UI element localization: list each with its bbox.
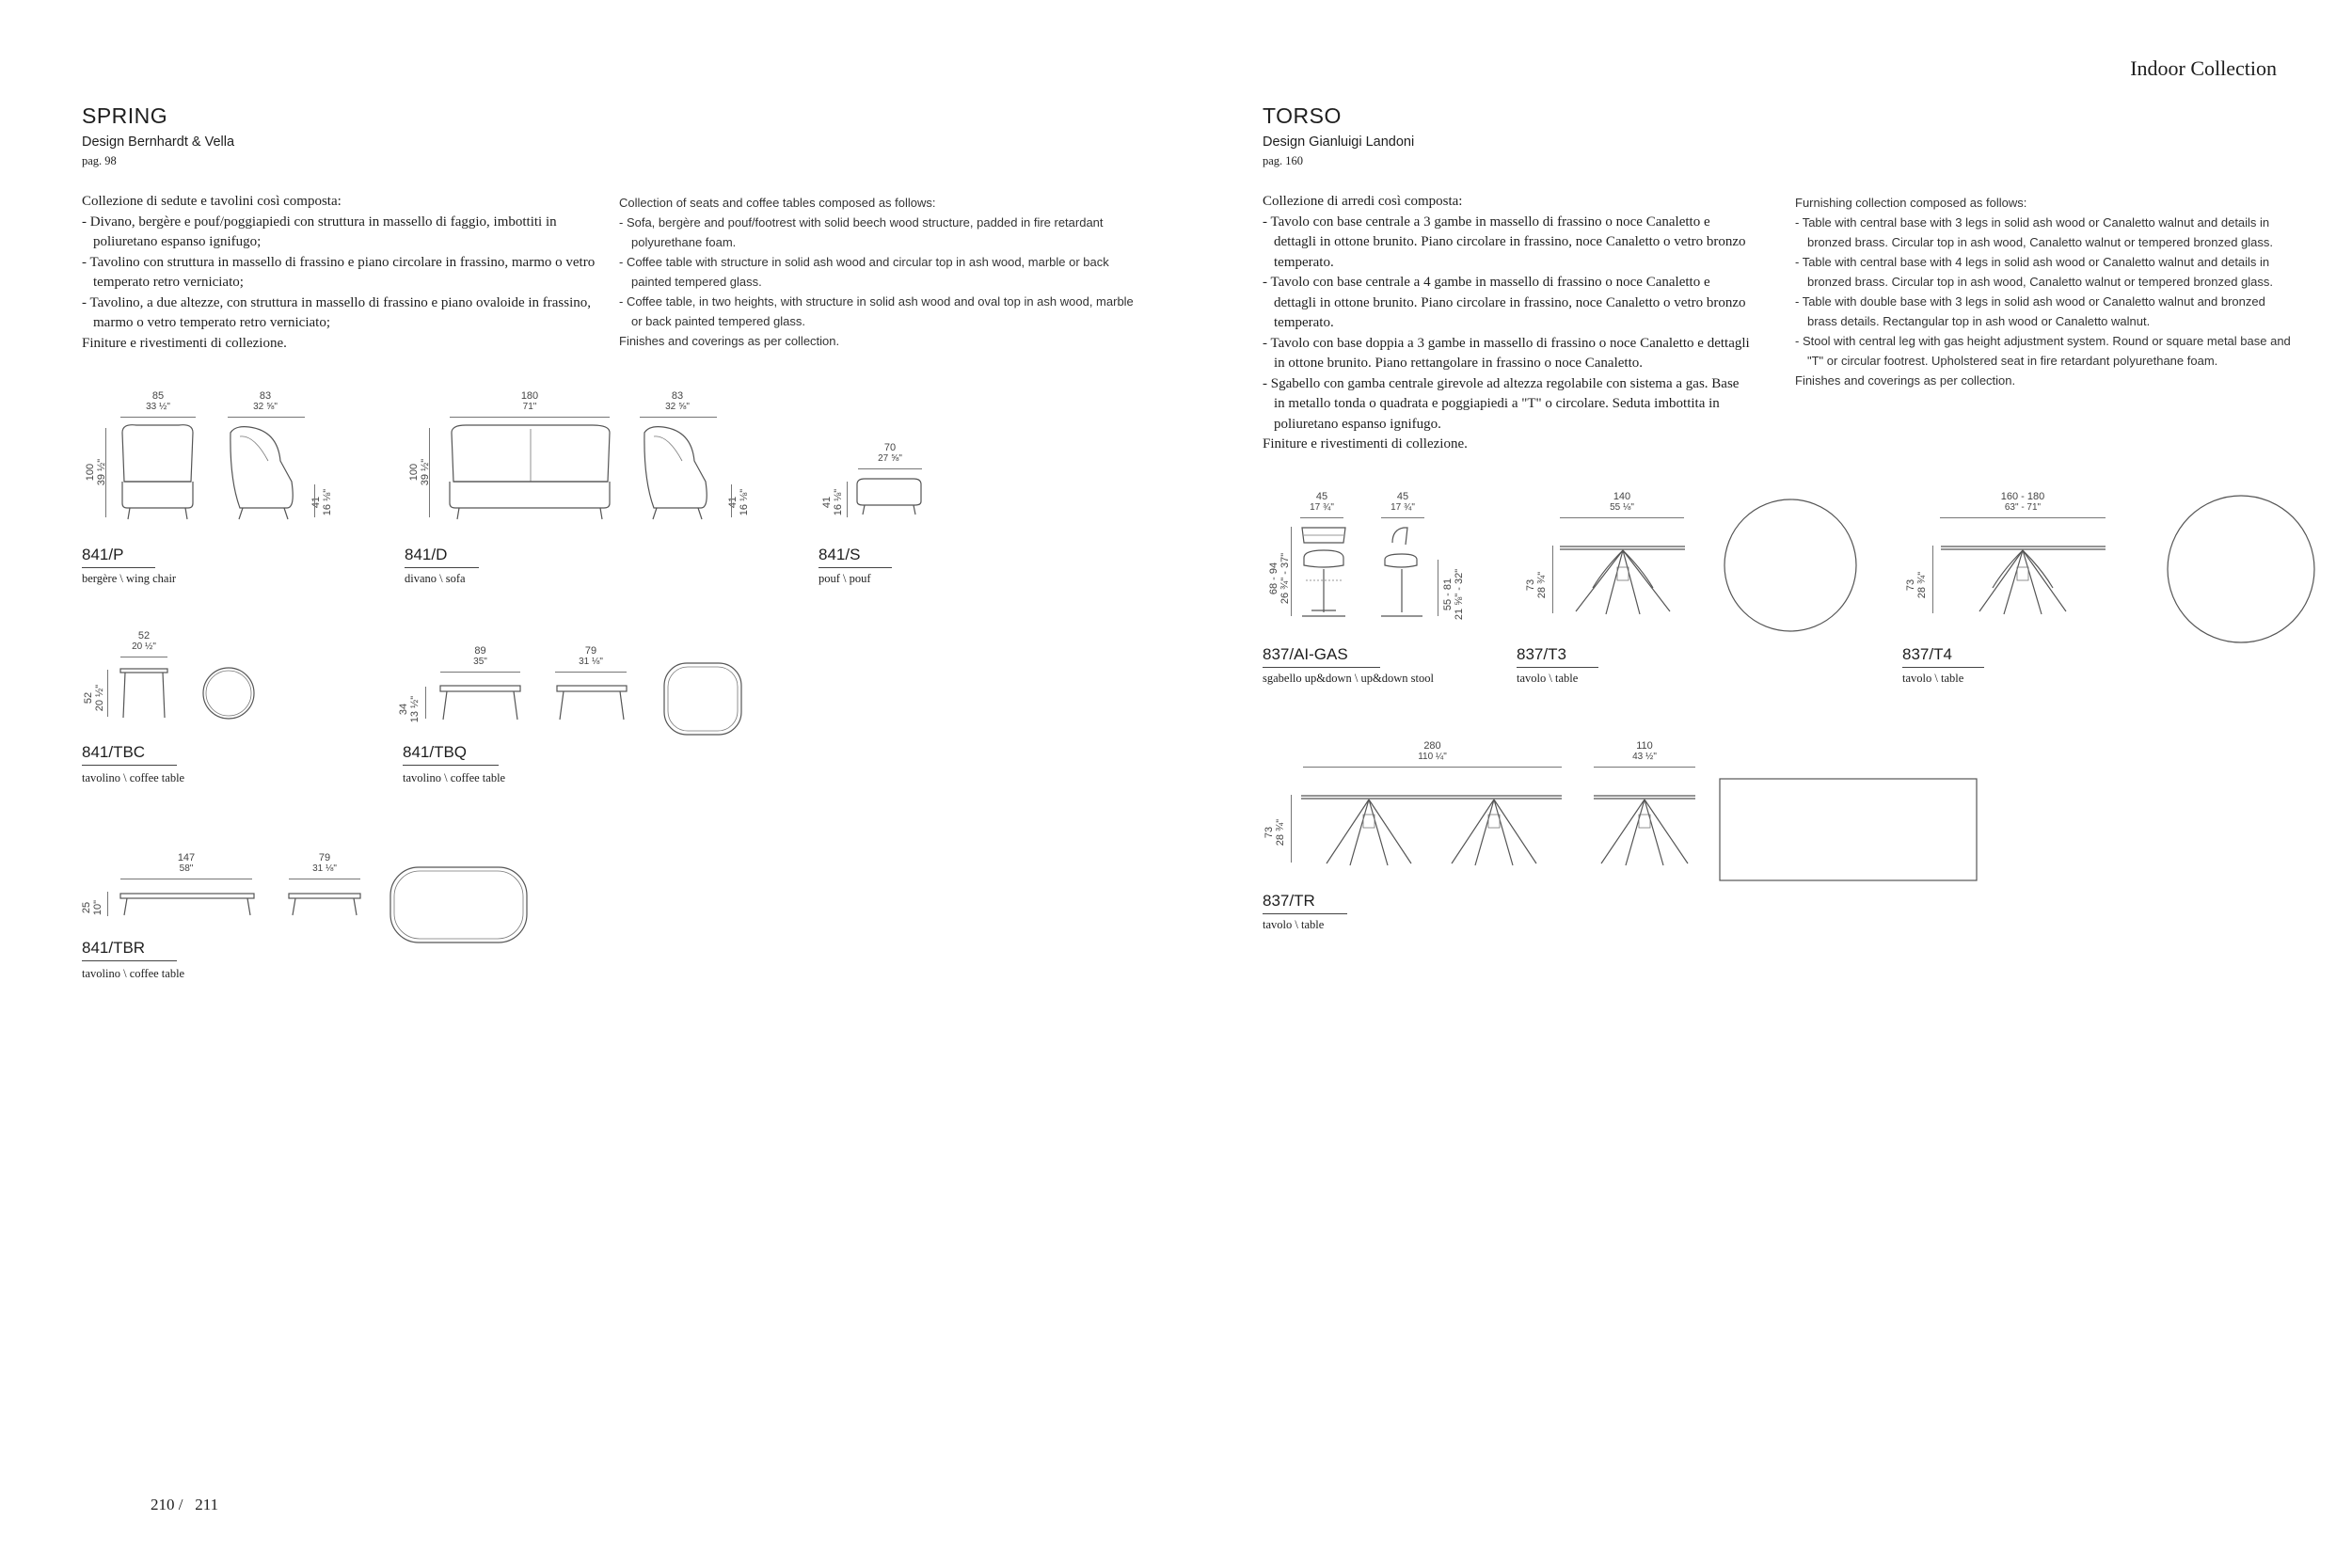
product-code-837gas: 837/AI-GAS xyxy=(1263,645,1380,668)
spring-it-item: - Tavolino con struttura in massello di frassino e piano circolare in frassino, marmo o vetro temperato retro verniciato; xyxy=(82,254,596,290)
torso-it-item: - Sgabello con gamba centrale girevole ad altezza regolabile con sistema a gas. Base in metallo tonda o quadrata e poggiapiedi a "T" o circolare. Seduta imbottita in poliuretano espanso ignifugo. xyxy=(1263,375,1740,432)
dim-841d-depth: 83 32 ⅝" xyxy=(665,390,690,412)
dim-841p-seat-height: 41 16 ⅛" xyxy=(310,488,333,516)
product-code-841p: 841/P xyxy=(82,546,155,568)
product-desc-841p: bergère \ wing chair xyxy=(82,572,177,585)
product-desc-837t4: tavolo \ table xyxy=(1902,672,1964,685)
spring-designer: Design Bernhardt & Vella xyxy=(82,135,235,150)
product-code-837tr: 837/TR xyxy=(1263,892,1347,914)
torso-designer: Design Gianluigi Landoni xyxy=(1263,135,1415,150)
product-desc-841s: pouf \ pouf xyxy=(818,572,871,585)
product-desc-841tbr: tavolino \ coffee table xyxy=(82,967,185,980)
dim-841d-width: 180 71" xyxy=(520,390,539,412)
spring-title: SPRING xyxy=(82,103,168,128)
product-code-841d: 841/D xyxy=(405,546,479,568)
spring-en-item: - Coffee table with structure in solid ash wood and circular top in ash wood, marble or back painted tempered glass. xyxy=(619,255,1109,289)
torso-en-item: - Table with double base with 3 legs in solid ash wood or Canaletto walnut and bronzed brass details. Rectangular top in ash wood or Canaletto walnut. xyxy=(1795,294,2265,328)
dim-841d-seat-height: 41 16 ⅛" xyxy=(727,488,750,516)
dim-837t4-height: 73 28 ¾" xyxy=(1905,571,1928,599)
dim-841tbr-height: 25 10" xyxy=(81,899,103,916)
collection-header: Indoor Collection xyxy=(2130,56,2277,80)
dim-841tbc-height: 52 20 ½" xyxy=(83,684,105,712)
product-desc-841tbq: tavolino \ coffee table xyxy=(403,771,506,784)
product-desc-837gas: sgabello up&down \ up&down stool xyxy=(1263,672,1434,685)
product-code-841s: 841/S xyxy=(818,546,892,568)
rectangular-table-drawing xyxy=(1298,790,1994,884)
spring-description-en xyxy=(619,193,1146,351)
product-desc-841tbc: tavolino \ coffee table xyxy=(82,771,185,784)
dim-841d-height: 100 39 ½" xyxy=(408,458,431,486)
spring-en-intro: Collection of seats and coffee tables composed as follows: xyxy=(619,196,936,210)
product-code-841tbc: 841/TBC xyxy=(82,743,177,766)
product-code-837t4: 837/T4 xyxy=(1902,645,1984,668)
dim-841s-height: 41 16 ⅛" xyxy=(821,488,844,516)
dim-837gas-height: 68 - 94 26 ¾" - 37" xyxy=(1268,552,1291,605)
torso-it-item: - Tavolo con base centrale a 3 gambe in massello di frassino o noce Canaletto e dettagli in ottone brunito. Piano circolare in frassino, noce Canaletto o vetro bronzo temperato. xyxy=(1263,214,1746,270)
coffee-table-round-drawing xyxy=(118,663,287,724)
spring-it-finish: Finiture e rivestimenti di collezione. xyxy=(82,335,287,351)
spring-page-ref: pag. 98 xyxy=(82,154,117,167)
torso-it-intro: Collezione di arredi così composta: xyxy=(1263,194,1463,209)
dim-837gas-depth: 45 17 ¾" xyxy=(1391,491,1415,513)
dim-841tbr-depth: 79 31 ⅛" xyxy=(312,852,337,874)
dim-837t4-width: 160 - 180 63" - 71" xyxy=(2000,491,2045,513)
dim-837t3-width: 140 55 ⅛" xyxy=(1610,491,1634,513)
dim-837tr-depth: 110 43 ½" xyxy=(1632,740,1657,762)
torso-title: TORSO xyxy=(1263,103,1342,128)
spring-en-finish: Finishes and coverings as per collection. xyxy=(619,334,840,348)
torso-en-intro: Furnishing collection composed as follows: xyxy=(1795,196,2027,210)
spring-en-item: - Coffee table, in two heights, with structure in solid ash wood and oval top in ash wood, marble or back painted tempered glass. xyxy=(619,294,1134,328)
product-desc-841d: divano \ sofa xyxy=(405,572,466,585)
torso-en-item: - Stool with central leg with gas height adjustment system. Round or square metal base and "T" or circular footrest. Upholstered seat in fire retardant polyurethane foam. xyxy=(1795,334,2291,368)
spring-it-item: - Divano, bergère e pouf/poggiapiedi con struttura in massello di faggio, imbottiti in poliuretano espanso ignifugo; xyxy=(82,214,557,249)
torso-en-finish: Finishes and coverings as per collection. xyxy=(1795,373,2016,388)
torso-en-item: - Table with central base with 4 legs in solid ash wood or Canaletto walnut and details in bronzed brass. Circular top in ash wood, Canaletto walnut or tempered bronzed glass. xyxy=(1795,255,2273,289)
page-numbers: 210 / 211 xyxy=(151,1496,219,1513)
torso-it-item: - Tavolo con base doppia a 3 gambe in massello di frassino o noce Canaletto e dettagli in ottone brunito. Piano rettangolare in frassino o noce Canaletto. xyxy=(1263,335,1750,371)
dim-837tr-height: 73 28 ¾" xyxy=(1263,818,1286,847)
dim-841p-width: 85 33 ½" xyxy=(146,390,170,412)
spring-it-item: - Tavolino, a due altezze, con struttura in massello di frassino e piano ovaloide in frassino, marmo o vetro temperato retro verniciato; xyxy=(82,294,592,330)
round-table-3leg-drawing xyxy=(1557,494,1858,626)
dim-841tbq-width: 89 35" xyxy=(473,645,487,667)
product-code-841tbq: 841/TBQ xyxy=(403,743,499,766)
torso-description-it xyxy=(1263,192,1752,455)
coffee-table-square-drawing xyxy=(437,682,748,738)
dim-841p-height: 100 39 ½" xyxy=(85,458,107,486)
round-table-4leg-drawing xyxy=(1938,494,2333,644)
dim-841p-depth: 83 32 ⅝" xyxy=(253,390,278,412)
sofa-drawing xyxy=(442,423,724,527)
torso-description-en xyxy=(1795,193,2294,390)
stool-drawing xyxy=(1298,522,1439,626)
product-desc-837t3: tavolo \ table xyxy=(1517,672,1579,685)
pouf-drawing xyxy=(851,475,936,522)
dim-841s-width: 70 27 ⅝" xyxy=(878,442,902,464)
dim-837t3-height: 73 28 ¾" xyxy=(1525,571,1548,599)
product-desc-837tr: tavolo \ table xyxy=(1263,918,1325,931)
spring-en-item: - Sofa, bergère and pouf/footrest with solid beech wood structure, padded in fire retardant polyurethane foam. xyxy=(619,215,1104,249)
dim-837gas-seat-height: 55 - 81 21 ⅝" - 32" xyxy=(1442,568,1465,621)
dim-841tbr-width: 147 58" xyxy=(177,852,196,874)
wing-chair-drawing xyxy=(113,423,329,527)
torso-it-finish: Finiture e rivestimenti di collezione. xyxy=(1263,436,1468,451)
dim-841tbc-width: 52 20 ½" xyxy=(132,630,156,652)
torso-en-item: - Table with central base with 3 legs in solid ash wood or Canaletto walnut and details in bronzed brass. Circular top in ash wood, Canaletto walnut or tempered bronzed glass. xyxy=(1795,215,2273,249)
dim-837tr-width: 280 110 ¼" xyxy=(1418,740,1447,762)
torso-page-ref: pag. 160 xyxy=(1263,154,1304,167)
coffee-table-oval-drawing xyxy=(118,884,541,950)
spring-description-it xyxy=(82,192,604,354)
dim-837gas-width: 45 17 ¾" xyxy=(1310,491,1334,513)
torso-it-item: - Tavolo con base centrale a 4 gambe in massello di frassino o noce Canaletto e dettagli in ottone brunito. Piano circolare in frassino, noce Canaletto o vetro bronzo temperato. xyxy=(1263,275,1746,330)
dim-841tbq-depth: 79 31 ⅛" xyxy=(579,645,603,667)
spring-it-intro: Collezione di sedute e tavolini così composta: xyxy=(82,194,342,209)
dim-841tbq-height: 34 13 ½" xyxy=(398,695,421,723)
product-code-841tbr: 841/TBR xyxy=(82,939,177,961)
product-code-837t3: 837/T3 xyxy=(1517,645,1598,668)
